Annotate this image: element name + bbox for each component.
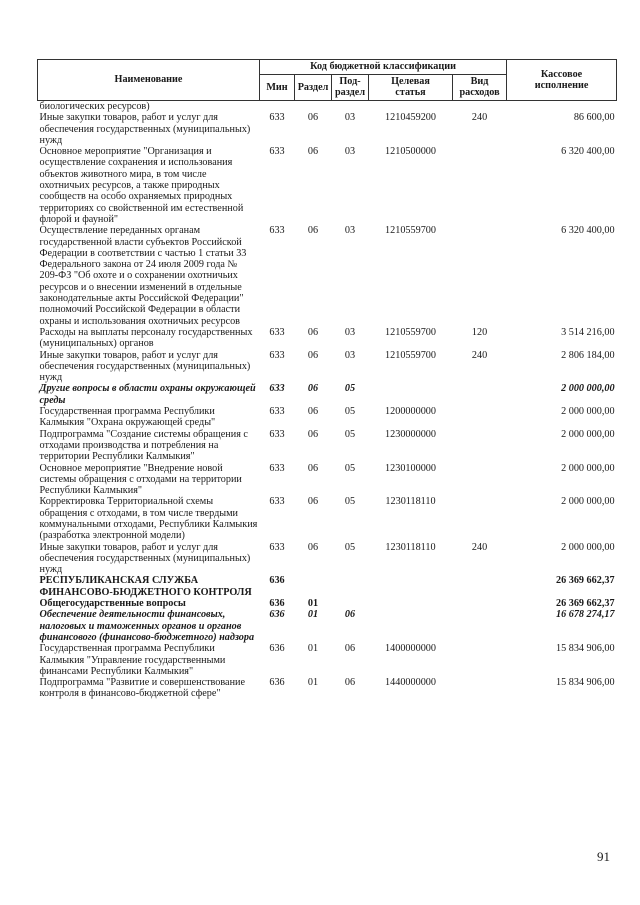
row-target bbox=[369, 598, 453, 609]
row-amount: 26 369 662,37 bbox=[555, 575, 615, 587]
header-podrazdel: Под- раздел bbox=[332, 74, 369, 100]
row-name: Государственная программа Республики Калмыкия "Управление государственными финансами Республики Калмыкия" bbox=[39, 643, 226, 677]
table-row bbox=[38, 406, 617, 429]
row-vid bbox=[453, 429, 507, 463]
row-target: 1210559700 bbox=[385, 225, 436, 237]
row-razdel: 06 bbox=[307, 326, 319, 338]
row-target: 1210559700 bbox=[385, 349, 436, 361]
row-amount: 2 000 000,00 bbox=[561, 462, 615, 474]
header-min: Мин bbox=[260, 74, 295, 100]
row-target bbox=[369, 383, 453, 406]
row-podrazdel: 03 bbox=[344, 326, 356, 338]
row-amount: 2 000 000,00 bbox=[561, 496, 615, 508]
row-vid: 240 bbox=[471, 541, 488, 553]
row-target: 1200000000 bbox=[385, 406, 436, 418]
row-name: Иные закупки товаров, работ и услуг для обеспечения государственных (муниципальных) нужд bbox=[39, 349, 251, 384]
row-target bbox=[369, 101, 453, 113]
row-name: Осуществление переданных органам государственной власти субъектов Российской Федерации в соответствии с частью 1 статьи 33 Федерального закона от 24 июля 2009 года № 209-ФЗ "Об охоте и о сохранении охотничьих ресурсов и о внесении изменений в отдельные законодательные акты Российской Федерации" полномочий Российской Федерации в области охраны и использования охотничьих ресурсов bbox=[39, 225, 247, 327]
row-vid bbox=[453, 575, 507, 598]
row-target: 1230118110 bbox=[385, 496, 436, 508]
row-vid bbox=[453, 598, 507, 609]
row-target bbox=[369, 575, 453, 598]
table-row bbox=[38, 496, 617, 541]
row-podrazdel: 05 bbox=[344, 496, 356, 508]
row-vid bbox=[453, 101, 507, 113]
row-amount: 2 000 000,00 bbox=[561, 428, 615, 440]
row-amount: 2 806 184,00 bbox=[561, 349, 615, 361]
row-amount: 6 320 400,00 bbox=[561, 225, 615, 237]
header-razdel: Раздел bbox=[295, 74, 332, 100]
row-razdel: 01 bbox=[307, 677, 319, 689]
row-name: Государственная программа Республики Калмыкия "Охрана окружающей среды" bbox=[39, 406, 216, 429]
row-target: 1230118110 bbox=[385, 541, 436, 553]
row-razdel: 06 bbox=[307, 225, 319, 237]
row-name: РЕСПУБЛИКАНСКАЯ СЛУЖБА ФИНАНСОВО-БЮДЖЕТНОГО КОНТРОЛЯ bbox=[39, 575, 252, 598]
row-min: 636 bbox=[269, 575, 285, 587]
row-razdel: 06 bbox=[307, 462, 319, 474]
row-name: Подпрограмма "Создание системы обращения с отходами производства и потребления на территории Республики Калмыкия" bbox=[39, 428, 248, 463]
row-target: 1210559700 bbox=[385, 326, 436, 338]
header-amount: Кассовое исполнение bbox=[507, 60, 617, 101]
row-podrazdel: 05 bbox=[344, 462, 356, 474]
row-min: 633 bbox=[269, 406, 285, 418]
row-amount: 2 000 000,00 bbox=[561, 383, 615, 395]
table-row bbox=[38, 542, 617, 576]
row-vid bbox=[453, 463, 507, 497]
row-min: 636 bbox=[269, 643, 285, 655]
table-row bbox=[38, 429, 617, 463]
row-name: Другие вопросы в области охраны окружающей среды bbox=[39, 383, 256, 406]
row-vid: 240 bbox=[471, 112, 488, 124]
row-podrazdel bbox=[332, 598, 369, 609]
row-vid bbox=[453, 146, 507, 225]
table-row bbox=[38, 350, 617, 384]
row-razdel bbox=[295, 575, 332, 598]
row-podrazdel: 03 bbox=[344, 112, 356, 124]
row-min bbox=[260, 101, 295, 113]
table-row bbox=[38, 643, 617, 677]
row-target: 1230000000 bbox=[385, 428, 436, 440]
row-name: Обеспечение деятельности финансовых, налоговых и таможенных органов и органов финансового (финансово-бюджетного) надзора bbox=[39, 609, 255, 643]
row-min: 633 bbox=[269, 225, 285, 237]
row-amount: 16 678 274,17 bbox=[555, 609, 615, 621]
row-target: 1440000000 bbox=[385, 677, 436, 689]
row-min: 633 bbox=[269, 383, 285, 395]
table-row bbox=[38, 677, 617, 700]
budget-document bbox=[37, 59, 616, 700]
row-name: Корректировка Территориальной схемы обращения с отходами, в том числе твердыми коммунальными отходами, Республики Калмыкия (разработка электронной модели) bbox=[39, 496, 258, 542]
row-razdel: 06 bbox=[307, 406, 319, 418]
row-name: биологических ресурсов) bbox=[39, 101, 150, 112]
row-min: 633 bbox=[269, 428, 285, 440]
row-target: 1210500000 bbox=[385, 146, 436, 158]
table-row bbox=[38, 146, 617, 225]
row-min: 636 bbox=[269, 598, 285, 610]
row-vid bbox=[453, 643, 507, 677]
row-name: Иные закупки товаров, работ и услуг для обеспечения государственных (муниципальных) нужд bbox=[39, 541, 251, 576]
row-vid bbox=[453, 677, 507, 700]
row-min: 633 bbox=[269, 349, 285, 361]
row-razdel: 06 bbox=[307, 349, 319, 361]
row-podrazdel: 03 bbox=[344, 349, 356, 361]
row-vid bbox=[453, 225, 507, 327]
row-podrazdel: 03 bbox=[344, 225, 356, 237]
page-number: 91 bbox=[597, 849, 610, 864]
row-podrazdel: 06 bbox=[344, 609, 356, 621]
row-amount: 15 834 906,00 bbox=[555, 677, 615, 689]
row-razdel: 01 bbox=[307, 598, 319, 610]
row-amount: 86 600,00 bbox=[573, 112, 615, 124]
row-amount: 2 000 000,00 bbox=[561, 541, 615, 553]
row-podrazdel: 06 bbox=[344, 643, 356, 655]
row-podrazdel: 05 bbox=[344, 383, 356, 395]
row-min: 633 bbox=[269, 462, 285, 474]
row-vid bbox=[453, 383, 507, 406]
row-target: 1400000000 bbox=[385, 643, 436, 655]
row-podrazdel bbox=[332, 101, 369, 113]
table-body bbox=[38, 101, 617, 700]
row-podrazdel bbox=[332, 575, 369, 598]
row-min: 633 bbox=[269, 146, 285, 158]
budget-table bbox=[37, 59, 617, 700]
row-razdel: 06 bbox=[307, 496, 319, 508]
row-min: 636 bbox=[269, 609, 285, 621]
table-row bbox=[38, 225, 617, 327]
row-min: 633 bbox=[269, 541, 285, 553]
row-min: 633 bbox=[269, 496, 285, 508]
header-code-group: Код бюджетной классификации bbox=[260, 60, 507, 75]
row-podrazdel: 05 bbox=[344, 406, 356, 418]
row-vid: 120 bbox=[471, 326, 488, 338]
header-name: Наименование bbox=[38, 60, 260, 101]
row-razdel: 06 bbox=[307, 112, 319, 124]
row-name: Общегосударственные вопросы bbox=[39, 598, 186, 610]
table-row bbox=[38, 101, 617, 113]
row-razdel: 06 bbox=[307, 146, 319, 158]
row-razdel: 06 bbox=[307, 383, 319, 395]
row-amount bbox=[507, 101, 617, 113]
row-razdel: 06 bbox=[307, 428, 319, 440]
row-podrazdel: 05 bbox=[344, 428, 356, 440]
row-podrazdel: 05 bbox=[344, 541, 356, 553]
table-header bbox=[38, 60, 617, 101]
row-amount: 2 000 000,00 bbox=[561, 406, 615, 418]
row-razdel: 01 bbox=[307, 609, 319, 621]
table-row bbox=[38, 463, 617, 497]
row-name: Основное мероприятие "Организация и осуществление сохранения и использования объектов животного мира, в том числе охотничьих ресурсов, а также природных сообществ на особо охраняемых природных территориях со свойственной им естественной флорой и фауной" bbox=[39, 146, 244, 225]
row-razdel: 01 bbox=[307, 643, 319, 655]
row-amount: 6 320 400,00 bbox=[561, 146, 615, 158]
row-razdel: 06 bbox=[307, 541, 319, 553]
table-row bbox=[38, 609, 617, 643]
row-vid: 240 bbox=[471, 349, 488, 361]
row-razdel bbox=[295, 101, 332, 113]
table-row bbox=[38, 598, 617, 609]
row-min: 633 bbox=[269, 112, 285, 124]
row-vid bbox=[453, 406, 507, 429]
table-row bbox=[38, 383, 617, 406]
row-podrazdel: 03 bbox=[344, 146, 356, 158]
row-name: Основное мероприятие "Внедрение новой системы обращения с отходами на территории Республики Калмыкия" bbox=[39, 462, 242, 497]
table-row bbox=[38, 575, 617, 598]
table-row bbox=[38, 112, 617, 146]
row-amount: 26 369 662,37 bbox=[555, 598, 615, 610]
header-vid: Вид расходов bbox=[453, 74, 507, 100]
row-name: Подпрограмма "Развитие и совершенствование контроля в финансово-бюджетной сфере" bbox=[39, 677, 246, 700]
header-target: Целевая статья bbox=[369, 74, 453, 100]
row-target: 1230100000 bbox=[385, 462, 436, 474]
row-target: 1210459200 bbox=[385, 112, 436, 124]
row-min: 633 bbox=[269, 326, 285, 338]
row-amount: 15 834 906,00 bbox=[555, 643, 615, 655]
row-vid bbox=[453, 609, 507, 643]
row-name: Расходы на выплаты персоналу государственных (муниципальных) органов bbox=[39, 326, 253, 350]
row-podrazdel: 06 bbox=[344, 677, 356, 689]
row-target bbox=[369, 609, 453, 643]
table-row bbox=[38, 327, 617, 350]
row-name: Иные закупки товаров, работ и услуг для обеспечения государственных (муниципальных) нужд bbox=[39, 112, 251, 146]
row-min: 636 bbox=[269, 677, 285, 689]
row-vid bbox=[453, 496, 507, 541]
row-amount: 3 514 216,00 bbox=[561, 326, 615, 338]
